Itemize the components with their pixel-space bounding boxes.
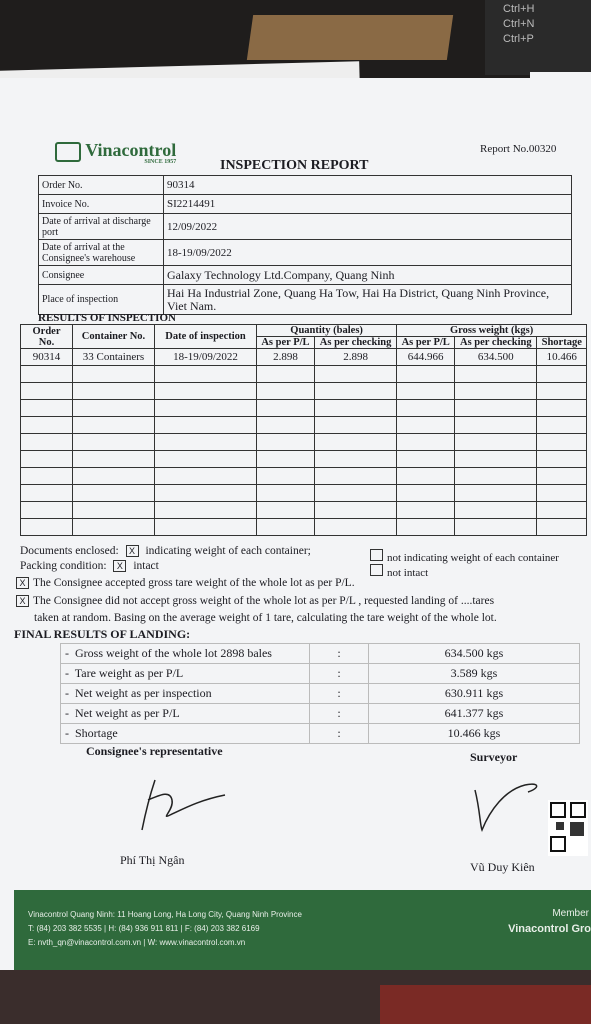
- final-label: - Tare weight as per P/L: [61, 664, 310, 684]
- packing-label: Packing condition:: [20, 560, 107, 572]
- report-number: Report No.00320: [480, 143, 557, 155]
- key-ctrl-h: Ctrl+H: [503, 3, 535, 15]
- accepted-line: [16, 577, 355, 589]
- header-label: Place of inspection: [39, 285, 164, 315]
- empty-row: [21, 519, 587, 536]
- documents-checkbox-empty: [370, 549, 383, 561]
- results-table: [20, 324, 587, 536]
- packing-checkbox-checked: X: [113, 560, 126, 572]
- final-value: 634.500 kgs: [369, 644, 580, 664]
- packing-checked-text: intact: [133, 560, 159, 572]
- final-row: - Net weight as per inspection : 630.911 kgs: [61, 684, 580, 704]
- header-row: [39, 195, 572, 214]
- header-table: [38, 175, 572, 315]
- final-row: - Net weight as per P/L : 641.377 kgs: [61, 704, 580, 724]
- accepted-checkbox: X: [16, 577, 29, 589]
- final-value: 10.466 kgs: [369, 724, 580, 744]
- report-title: INSPECTION REPORT: [220, 158, 369, 173]
- final-label: - Net weight as per P/L: [61, 704, 310, 724]
- red-surface: [380, 985, 591, 1024]
- col-container-no: Container No.: [73, 325, 155, 349]
- logo-since: SINCE 1957: [144, 158, 177, 165]
- header-value: Galaxy Technology Ltd.Company, Quang Ninh: [164, 266, 572, 285]
- consignee-signature: [130, 770, 240, 840]
- col-shortage: Shortage: [537, 337, 587, 349]
- not-accepted-line: [16, 595, 494, 607]
- final-results-title: FINAL RESULTS OF LANDING:: [14, 627, 191, 641]
- keyboard-keys: [485, 0, 591, 75]
- packing-checkbox-empty: [370, 564, 383, 576]
- empty-row: [21, 417, 587, 434]
- header-row: [39, 266, 572, 285]
- header-row: [39, 176, 572, 195]
- empty-row: [21, 485, 587, 502]
- surveyor-signature: [470, 770, 550, 840]
- final-value: 641.377 kgs: [369, 704, 580, 724]
- col-date: Date of inspection: [155, 325, 257, 349]
- final-label: - Net weight as per inspection: [61, 684, 310, 704]
- cell-shortage: 10.466: [537, 349, 587, 366]
- consignee-name: Phí Thị Ngân: [120, 853, 185, 867]
- empty-row: [21, 451, 587, 468]
- cell-gross-pl: 644.966: [397, 349, 455, 366]
- results-header-row: [21, 325, 587, 337]
- col-order-no: Order No.: [21, 325, 73, 349]
- documents-line: [20, 545, 311, 557]
- documents-other-text: not indicating weight of each container: [387, 552, 559, 564]
- logo-emblem-icon: [55, 142, 81, 162]
- header-value: 12/09/2022: [164, 214, 572, 240]
- header-value: SI2214491: [164, 195, 572, 214]
- header-label: Date of arrival at the Consignee's warehouse: [39, 240, 164, 266]
- cell-container-no: 33 Containers: [73, 349, 155, 366]
- final-row: - Shortage : 10.466 kgs: [61, 724, 580, 744]
- empty-row: [21, 400, 587, 417]
- final-label: - Shortage: [61, 724, 310, 744]
- logo-name: Vinacontrol: [85, 140, 177, 160]
- documents-label: Documents enclosed:: [20, 545, 119, 557]
- qr-code-icon: [548, 800, 588, 856]
- final-value: 3.589 kgs: [369, 664, 580, 684]
- not-accepted-checkbox: X: [16, 595, 29, 607]
- final-row: - Tare weight as per P/L : 3.589 kgs: [61, 664, 580, 684]
- empty-row: [21, 468, 587, 485]
- header-value: 90314: [164, 176, 572, 195]
- packing-other: [370, 564, 428, 579]
- accepted-text: The Consignee accepted gross tare weight of the whole lot as per P/L.: [33, 577, 355, 589]
- not-accepted-text: The Consignee did not accept gross weight of the whole lot as per P/L , requested landing of ....tares: [33, 595, 495, 607]
- empty-row: [21, 383, 587, 400]
- random-line: taken at random. Basing on the average weight of 1 tare, calculating the tare weight of the whole lot.: [34, 612, 497, 624]
- documents-other: [370, 549, 559, 564]
- cell-date: 18-19/09/2022: [155, 349, 257, 366]
- final-label: - Gross weight of the whole lot 2898 bales: [61, 644, 310, 664]
- col-qty-pl: As per P/L: [257, 337, 315, 349]
- consignee-representative-label: Consignee's representative: [86, 744, 223, 758]
- final-value: 630.911 kgs: [369, 684, 580, 704]
- vinacontrol-logo: [55, 140, 176, 165]
- wood-surface: [247, 15, 453, 60]
- header-label: Date of arrival at discharge port: [39, 214, 164, 240]
- col-quantity: Quantity (bales): [257, 325, 397, 337]
- documents-checked-text: indicating weight of each container;: [145, 545, 311, 557]
- footer-address: Vinacontrol Quang Ninh: 11 Hoang Long, Ha Long City, Quang Ninh Province: [28, 910, 302, 919]
- header-row: [39, 214, 572, 240]
- packing-line: [20, 560, 159, 572]
- key-ctrl-p: Ctrl+P: [503, 33, 534, 45]
- surveyor-label: Surveyor: [470, 750, 518, 764]
- footer-member-group: Vinacontrol Gro: [508, 923, 591, 935]
- footer-phone: T: (84) 203 382 5535 | H: (84) 936 911 811 | F: (84) 203 382 6169: [28, 924, 260, 933]
- header-label: Invoice No.: [39, 195, 164, 214]
- col-gross: Gross weight (kgs): [397, 325, 587, 337]
- col-gross-pl: As per P/L: [397, 337, 455, 349]
- document-corner: [530, 72, 591, 102]
- empty-row: [21, 502, 587, 519]
- header-label: Consignee: [39, 266, 164, 285]
- documents-checkbox-checked: X: [126, 545, 139, 557]
- cell-qty-check: 2.898: [314, 349, 396, 366]
- col-qty-check: As per checking: [314, 337, 396, 349]
- header-value: Hai Ha Industrial Zone, Quang Ha Tow, Hai Ha District, Quang Ninh Province, Viet Nam.: [164, 285, 572, 315]
- results-data-row: [21, 349, 587, 366]
- final-row: - Gross weight of the whole lot 2898 bales : 634.500 kgs: [61, 644, 580, 664]
- footer-email: E: nvth_qn@vinacontrol.com.vn | W: www.vinacontrol.com.vn: [28, 938, 246, 947]
- empty-row: [21, 434, 587, 451]
- empty-row: [21, 366, 587, 383]
- header-row: [39, 285, 572, 315]
- header-value: 18-19/09/2022: [164, 240, 572, 266]
- col-gross-check: As per checking: [455, 337, 537, 349]
- key-ctrl-n: Ctrl+N: [503, 18, 535, 30]
- final-results-table: [60, 643, 580, 744]
- packing-other-text: not intact: [387, 567, 429, 579]
- cell-qty-pl: 2.898: [257, 349, 315, 366]
- surveyor-name: Vũ Duy Kiên: [470, 860, 535, 874]
- header-label: Order No.: [39, 176, 164, 195]
- cell-order-no: 90314: [21, 349, 73, 366]
- results-title: RESULTS OF INSPECTION: [38, 312, 176, 324]
- header-row: [39, 240, 572, 266]
- cell-gross-check: 634.500: [455, 349, 537, 366]
- footer: [14, 890, 591, 970]
- footer-member: Member: [552, 908, 589, 919]
